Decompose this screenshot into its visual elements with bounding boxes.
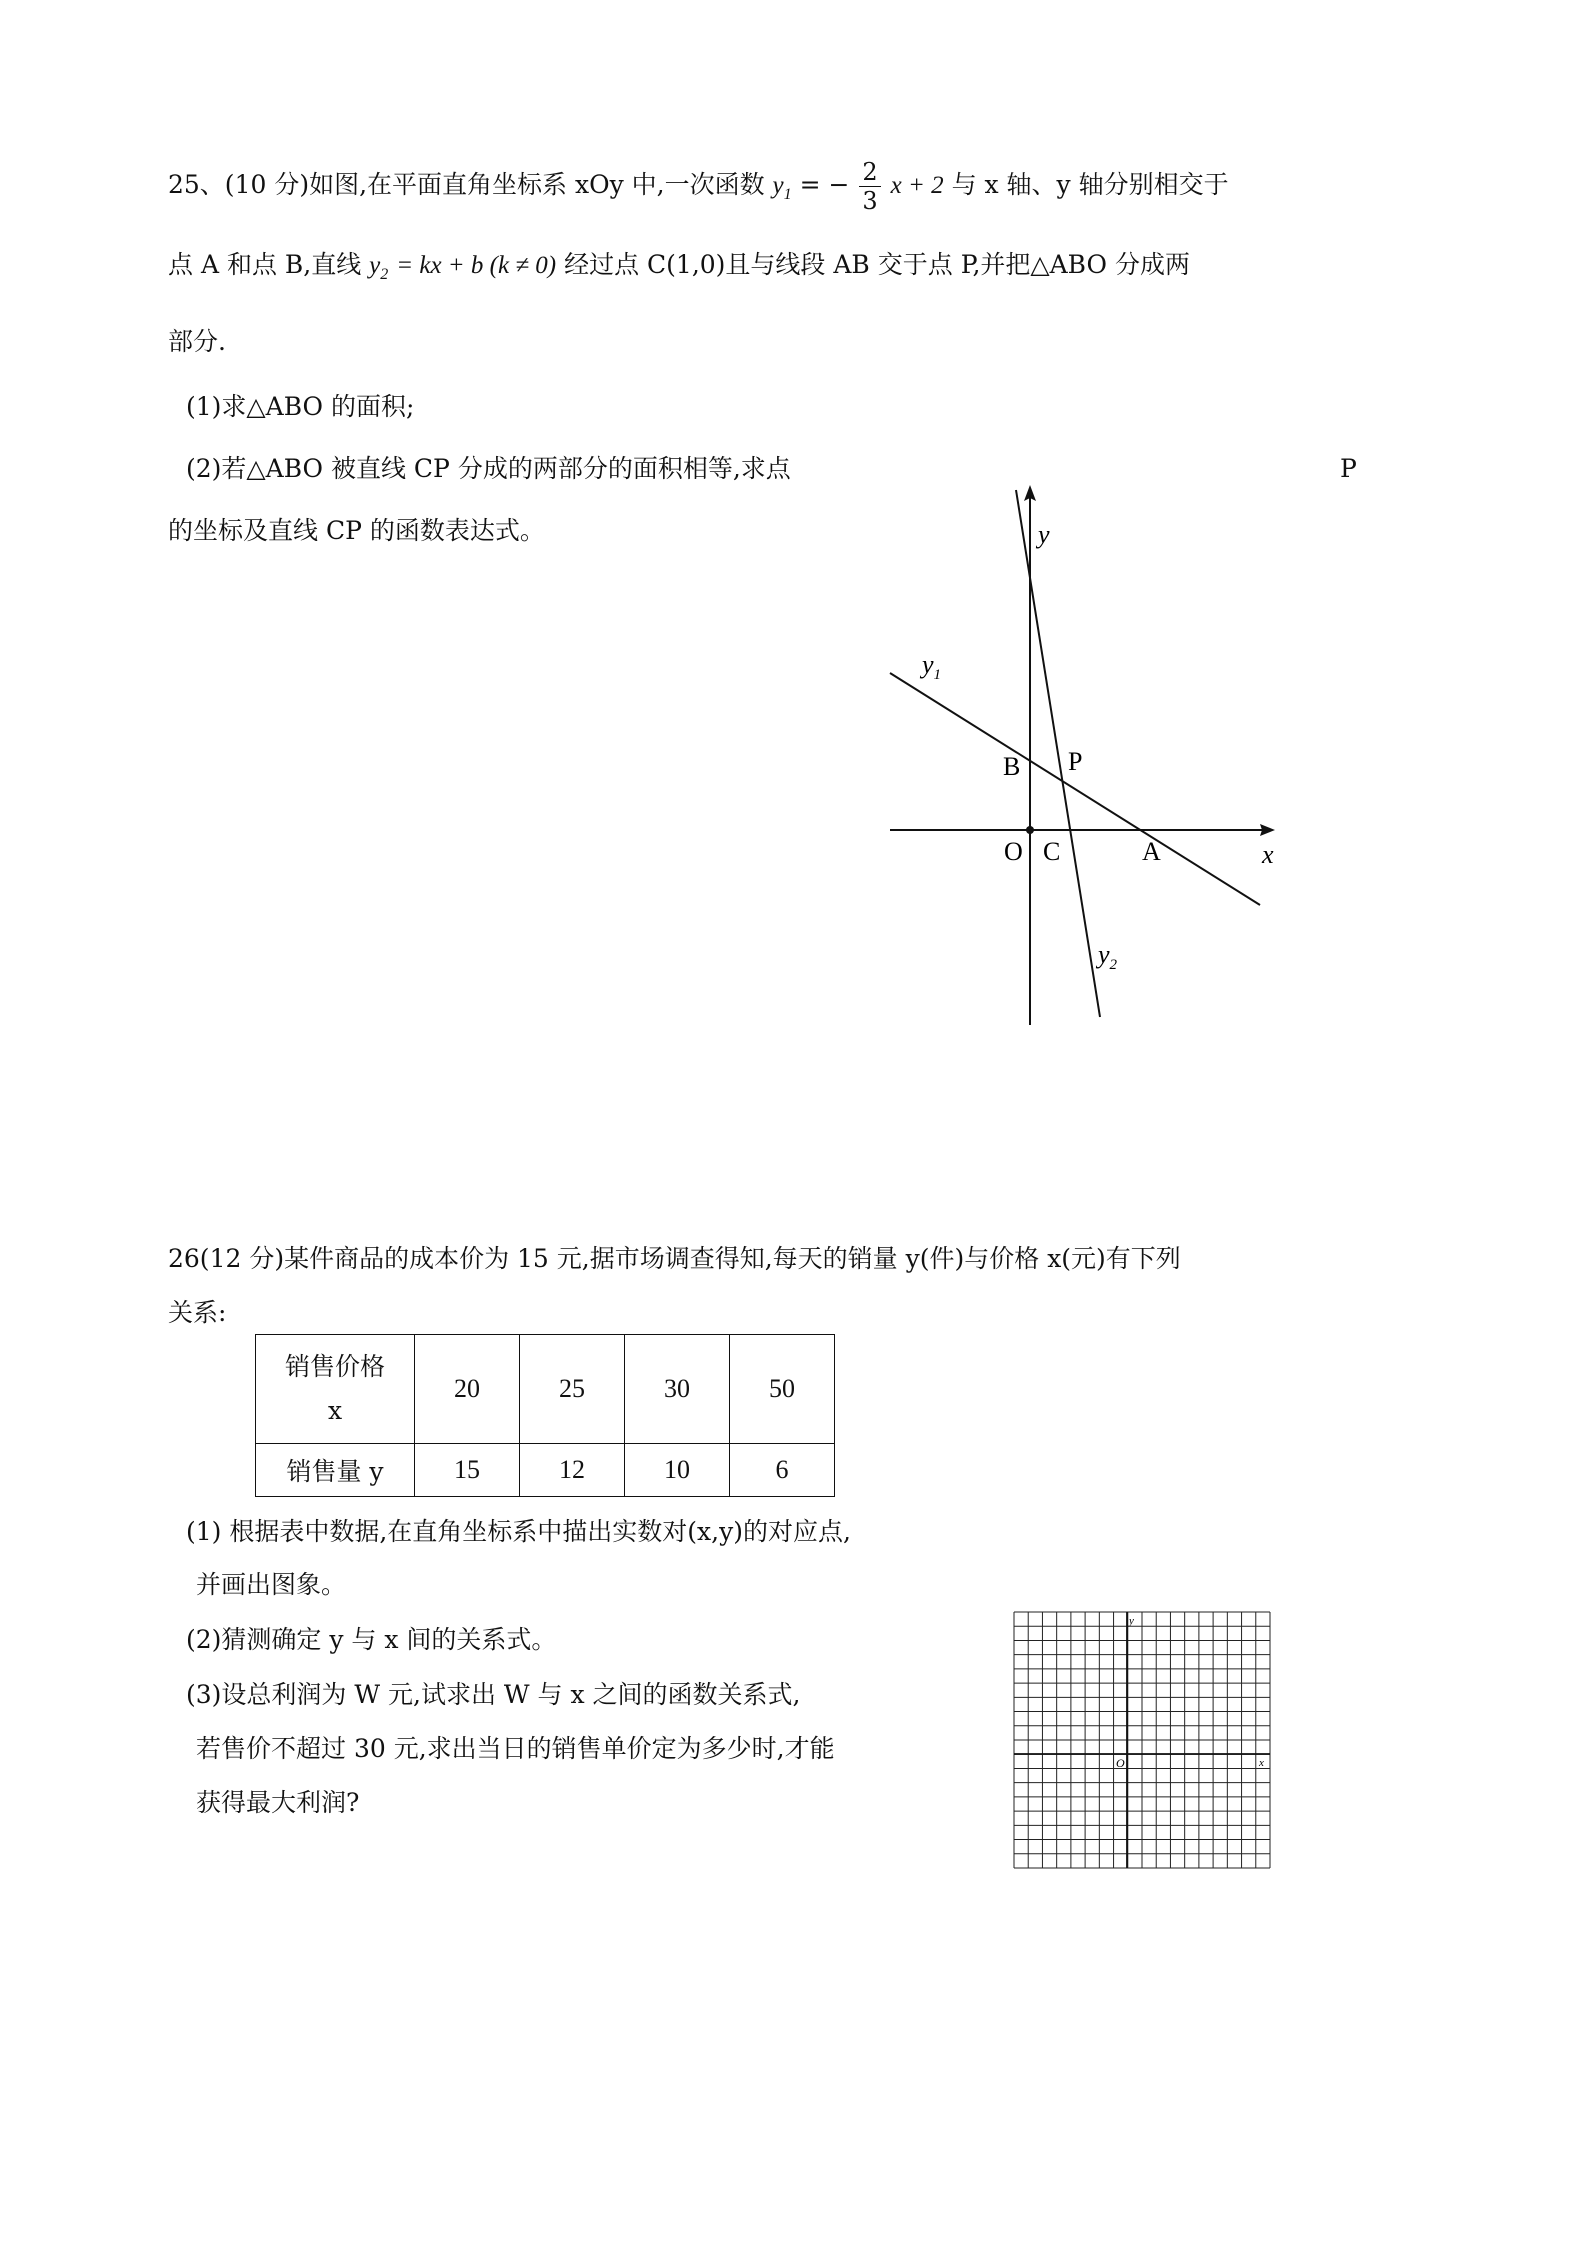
q25-part-2-cont: 的坐标及直线 CP 的函数表达式。 [168, 516, 545, 545]
q26-sub-1a: (1) 根据表中数据,在直角坐标系中描出实数对(x,y)的对应点, [186, 1517, 851, 1546]
q26-line-1: 26(12 分)某件商品的成本价为 15 元,据市场调查得知,每天的销量 y(件)与价格 x(元)有下列 [168, 1244, 1181, 1273]
q26-sub-2: (2)猜测确定 y 与 x 间的关系式。 [186, 1625, 557, 1654]
table-cell: 10 [625, 1444, 730, 1497]
grid-label-origin: O [1116, 1756, 1125, 1770]
label-point-c: C [1043, 837, 1061, 866]
q25-part-2: (2)若△ABO 被直线 CP 分成的两部分的面积相等,求点 [186, 454, 791, 483]
label-y2: $y_2$ [1098, 940, 1118, 973]
table-cell: 15 [415, 1444, 520, 1497]
fraction-two-thirds [859, 158, 880, 215]
q25-coordinate-figure [870, 485, 1290, 1025]
label-point-b: B [1003, 752, 1021, 781]
grid-lines [1014, 1612, 1270, 1868]
q26-sub-3b: 若售价不超过 30 元,求出当日的销售单价定为多少时,才能 [196, 1734, 835, 1763]
table-cell: 50 [730, 1335, 835, 1444]
q25-line-1 [168, 158, 1229, 215]
q26-sub-3c: 获得最大利润? [196, 1788, 360, 1817]
table-header-price: 销售价格 x [256, 1335, 415, 1444]
q25-part-2-point-p: P [1340, 454, 1357, 483]
table-header-sales: 销售量 y [256, 1444, 415, 1497]
grid-label-y: y [1129, 1615, 1134, 1627]
table-cell: 30 [625, 1335, 730, 1444]
grid-label-x: x [1259, 1757, 1264, 1769]
origin-dot [1026, 826, 1034, 834]
label-point-p: P [1068, 747, 1083, 776]
fraction-denominator: 3 [862, 187, 878, 215]
q25-intro-text-2: 与 x 轴、y 轴分别相交于 [951, 170, 1229, 199]
table-cell: 20 [415, 1335, 520, 1444]
label-y-axis: y [1038, 520, 1050, 549]
q25-line2-end: 经过点 C(1,0)且与线段 AB 交于点 P,并把△ABO 分成两 [564, 250, 1190, 279]
y2-equation: = kx + b (k ≠ 0) [396, 252, 557, 279]
x-axis-arrow [1260, 824, 1275, 836]
label-point-o: O [1004, 837, 1023, 866]
line-y1 [890, 673, 1260, 905]
q25-part-1: (1)求△ABO 的面积; [186, 392, 415, 421]
q25-intro-text: 25、(10 分)如图,在平面直角坐标系 xOy 中,一次函数 [168, 170, 765, 199]
y2-symbol: $y_2$ [369, 252, 389, 283]
equation-tail: x + 2 [890, 172, 944, 199]
table-cell: 12 [520, 1444, 625, 1497]
table-cell: 6 [730, 1444, 835, 1497]
table-cell: 25 [520, 1335, 625, 1444]
equals-minus: = − [799, 170, 850, 199]
fraction-numerator: 2 [859, 158, 880, 187]
line-y2 [1016, 490, 1100, 1017]
q25-line2-start: 点 A 和点 B,直线 [168, 250, 362, 279]
q25-line-2 [168, 248, 1190, 292]
q26-sub-1b: 并画出图象。 [196, 1570, 347, 1599]
table-row [256, 1335, 835, 1444]
y1-symbol: $y_1$ [772, 172, 792, 203]
label-y1: $y_1$ [922, 650, 942, 683]
q26-grid-figure [1012, 1610, 1274, 1872]
q26-sub-3a: (3)设总利润为 W 元,试求出 W 与 x 之间的函数关系式, [186, 1680, 801, 1709]
q26-line-2: 关系: [168, 1298, 227, 1327]
label-x-axis: x [1262, 840, 1274, 869]
label-point-a: A [1142, 837, 1161, 866]
sales-table [255, 1334, 835, 1497]
q25-line-3: 部分. [168, 327, 226, 356]
table-row [256, 1444, 835, 1497]
